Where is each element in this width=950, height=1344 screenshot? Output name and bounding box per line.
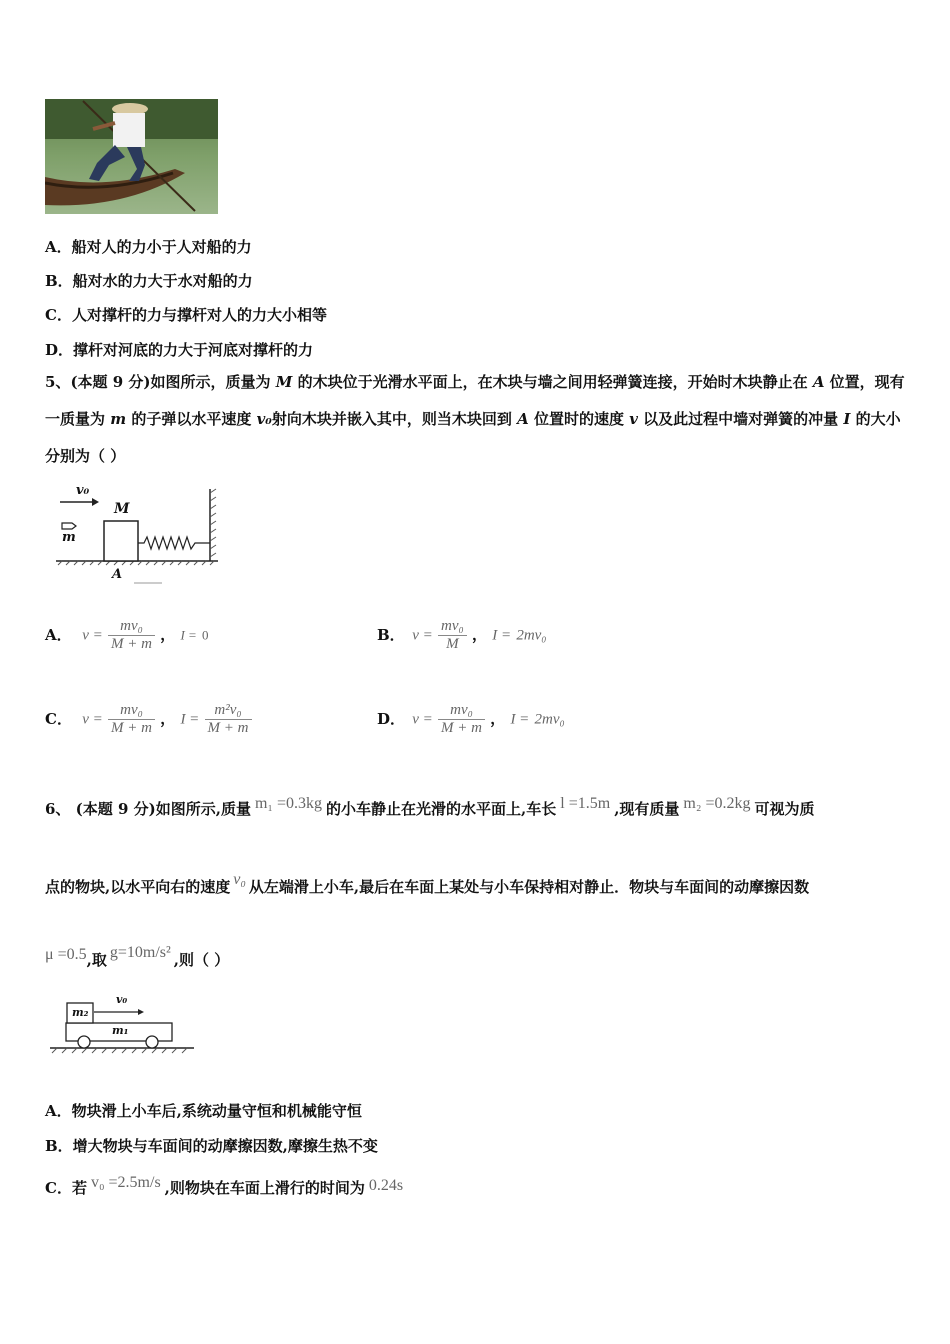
- q5-c-i-eq: I =: [180, 711, 200, 728]
- q6-fig-label-m2: m₂: [72, 1006, 89, 1019]
- q5-var-A-2: A: [517, 410, 529, 428]
- q6-text-5: 点的物块,以水平向右的速度: [45, 878, 231, 896]
- q6-line-1: [45, 795, 814, 819]
- q6-text-8: ,则（ ）: [173, 951, 230, 969]
- q5-text-7: 以及此过程中墙对弹簧的冲量: [637, 410, 844, 428]
- q6-m2-value: m₂ =0.2kg: [683, 795, 751, 812]
- q5-var-M: M: [275, 373, 293, 391]
- q5-option-b: [377, 618, 547, 653]
- q5-var-v: v: [629, 410, 638, 428]
- q5-a-num: mv₀: [108, 618, 155, 636]
- q5-b-comma: ，: [471, 625, 487, 644]
- q5-a-i-val: 0: [202, 627, 209, 643]
- q5-a-comma: ，: [160, 625, 176, 644]
- q6-g-value: g=10m/s²: [109, 944, 171, 961]
- q6-points: (本题 9 分): [75, 800, 156, 818]
- q4-option-b: B．船对水的力大于水对船的力: [45, 272, 253, 290]
- q5-d-v-eq: v =: [412, 711, 433, 728]
- q6-text-7: ,取: [86, 951, 107, 969]
- q5-var-I: I: [843, 410, 851, 428]
- q6-c-text: ,则物块在车面上滑行的时间为: [164, 1179, 365, 1197]
- q5-text-3: 位置，现有一质量为: [45, 373, 905, 428]
- q6-text-4: 可视为质: [754, 800, 815, 818]
- q6-option-b: B．增大物块与车面间的动摩擦因数,摩擦生热不变: [45, 1137, 378, 1155]
- q6-c-v0-value: v₀ =2.5m/s: [90, 1174, 161, 1191]
- q4-option-a: A．船对人的力小于人对船的力: [45, 238, 252, 256]
- q5-option-c-label: C．: [45, 709, 72, 728]
- q5-a-den: M + m: [111, 636, 152, 652]
- q5-figure: [52, 485, 222, 590]
- q5-d-comma: ，: [490, 709, 506, 728]
- q5-var-m: m: [110, 410, 127, 428]
- q5-fig-label-M: M: [114, 501, 130, 517]
- q5-c-v-eq: v =: [82, 711, 103, 728]
- q5-option-b-label: B．: [377, 625, 405, 644]
- q5-option-a-label: A．: [45, 625, 72, 644]
- q5-option-c: [45, 702, 252, 737]
- q5-d-i-val: 2mv₀: [534, 711, 565, 728]
- q5-question-text: [45, 364, 910, 475]
- q4-option-c: C．人对撑杆的力与撑杆对人的力大小相等: [45, 306, 327, 324]
- q6-option-c-label: C．若: [45, 1179, 87, 1197]
- q5-number: 5、: [45, 373, 71, 391]
- q5-c-den: M + m: [111, 720, 152, 736]
- q6-text-1: 如图所示,质量: [155, 800, 251, 818]
- q6-c-time-value: 0.24s: [368, 1177, 404, 1194]
- q5-option-d-label: D．: [377, 709, 406, 728]
- q5-text-1: 如图所示，质量为: [150, 373, 276, 391]
- q5-var-v0: v₀: [256, 410, 272, 428]
- q5-text-4: 的子弹以水平速度: [126, 410, 257, 428]
- q6-text-3: ,现有质量: [614, 800, 680, 818]
- q5-text-8: 的大小分别为（ ）: [45, 410, 901, 465]
- q5-option-a: [45, 618, 209, 653]
- q5-b-num: mv₀: [438, 618, 467, 636]
- q6-v0-symbol: v₀: [233, 871, 246, 888]
- q5-c-comma: ，: [160, 709, 176, 728]
- q5-a-v-eq: v =: [82, 627, 103, 644]
- q6-fig-label-v0: v₀: [116, 993, 128, 1006]
- q5-fig-label-m: m: [62, 530, 76, 545]
- q5-b-i-eq: I =: [492, 627, 512, 644]
- q6-fig-label-m1: m₁: [112, 1024, 129, 1037]
- q5-text-2: 的木块位于光滑水平面上，在木块与墙之间用轻弹簧连接，开始时木块静止在: [292, 373, 813, 391]
- q5-d-i-eq: I =: [510, 711, 530, 728]
- q5-b-i-val: 2mv₀: [516, 627, 547, 644]
- q5-b-den: M: [446, 636, 459, 652]
- q5-c-i-den: M + m: [207, 720, 249, 736]
- q5-text-5: 射向木块并嵌入其中，则当木块回到: [271, 410, 518, 428]
- q5-points: (本题 9 分): [70, 373, 151, 391]
- q5-d-den: M + m: [441, 720, 482, 736]
- q5-c-i-num: m²v₀: [205, 702, 252, 720]
- q6-mu-value: μ =0.5: [45, 946, 87, 963]
- q5-c-num: mv₀: [108, 702, 155, 720]
- q5-d-num: mv₀: [438, 702, 485, 720]
- q6-length-value: l =1.5m: [560, 795, 611, 812]
- q6-figure: [48, 992, 198, 1056]
- q5-fig-label-A: A: [112, 567, 123, 582]
- q5-fig-label-v0: v₀: [76, 483, 90, 498]
- q6-line-2: [45, 871, 809, 897]
- q5-option-d: [377, 702, 565, 737]
- q5-text-6: 位置时的速度: [528, 410, 630, 428]
- q5-b-v-eq: v =: [412, 627, 433, 644]
- q6-m1-value: m₁ =0.3kg: [254, 795, 323, 812]
- q5-a-i-eq: I =: [180, 627, 197, 643]
- q6-option-a: A．物块滑上小车后,系统动量守恒和机械能守恒: [45, 1102, 362, 1120]
- q6-number: 6、: [45, 800, 71, 818]
- q5-var-A: A: [812, 373, 825, 391]
- q4-option-d: D．撑杆对河底的力大于河底对撑杆的力: [45, 341, 314, 359]
- q6-option-c: [45, 1174, 403, 1198]
- q6-text-6: 从左端滑上小车,最后在车面上某处与小车保持相对静止．物块与车面间的动摩擦因数: [248, 878, 810, 896]
- boatman-photo: [45, 99, 218, 214]
- q6-text-2: 的小车静止在光滑的水平面上,车长: [326, 800, 557, 818]
- q6-line-3: [45, 944, 229, 970]
